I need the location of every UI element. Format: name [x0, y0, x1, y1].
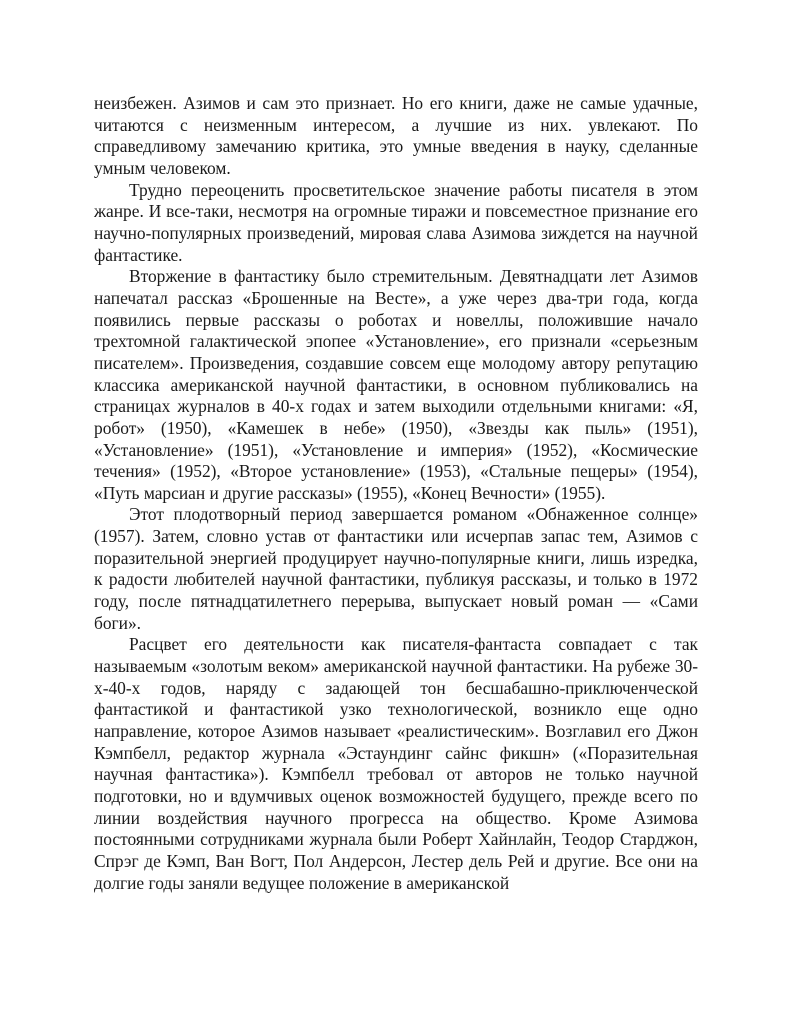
paragraph: Вторжение в фантастику было стремительным. Девятнадцати лет Азимов напечатал рассказ «Брошенные на Весте», а уже через два-три года, когда появились первые рассказы о роботах и новеллы, положившие начало трехтомной галактической эпопее «Установление», его признали «серьезным писателем». Произведения, создавшие совсем еще молодому автору репутацию классика американской научной фантастики, в основном публиковались на страницах журналов в 40-х годах и затем выходили отдельными книгами: «Я, робот» (1950), «Камешек в небе» (1950), «Звезды как пыль» (1951), «Установление» (1951), «Установление и империя» (1952), «Космические течения» (1952), «Второе установление» (1953), «Стальные пещеры» (1954), «Путь марсиан и другие рассказы» (1955), «Конец Вечности» (1955).	[94, 266, 698, 503]
paragraph: Расцвет его деятельности как писателя-фантаста совпадает с так называемым «золотым веком» американской научной фантастики. На рубеже 30-х-40-х годов, наряду с задающей тон бесшабашно-приключенческой фантастикой и фантастикой узко технологической, возникло еще одно направление, которое Азимов называет «реалистическим». Возглавил его Джон Кэмпбелл, редактор журнала «Эстаундинг сайнс фикшн» («Поразительная научная фантастика»). Кэмпбелл требовал от авторов не только научной подготовки, но и вдумчивых оценок возможностей будущего, прежде всего по линии воздействия научного прогресса на общество. Кроме Азимова постоянными сотрудниками журнала были Роберт Хайнлайн, Теодор Старджон, Спрэг де Кэмп, Ван Вогт, Пол Андерсон, Лестер дель Рей и другие. Все они на долгие годы заняли ведущее положение в американской	[94, 634, 698, 893]
paragraph: Трудно переоценить просветительское значение работы писателя в этом жанре. И все-таки, несмотря на огромные тиражи и повсеместное признание его научно-популярных произведений, мировая слава Азимова зиждется на научной фантастике.	[94, 179, 698, 265]
paragraph: Этот плодотворный период завершается романом «Обнаженное солнце» (1957). Затем, словно устав от фантастики или исчерпав запас тем, Азимов с поразительной энергией продуцирует научно-популярные книги, лишь изредка, к радости любителей научной фантастики, публикуя рассказы, и только в 1972 году, после пятнадцатилетнего перерыва, выпускает новый роман — «Сами боги».	[94, 504, 698, 633]
document-page	[94, 93, 698, 894]
paragraph-continuation: неизбежен. Азимов и сам это признает. Но его книги, даже не самые удачные, читаются с неизменным интересом, а лучшие из них. увлекают. По справедливому замечанию критика, это умные введения в науку, сделанные умным человеком.	[94, 93, 698, 178]
